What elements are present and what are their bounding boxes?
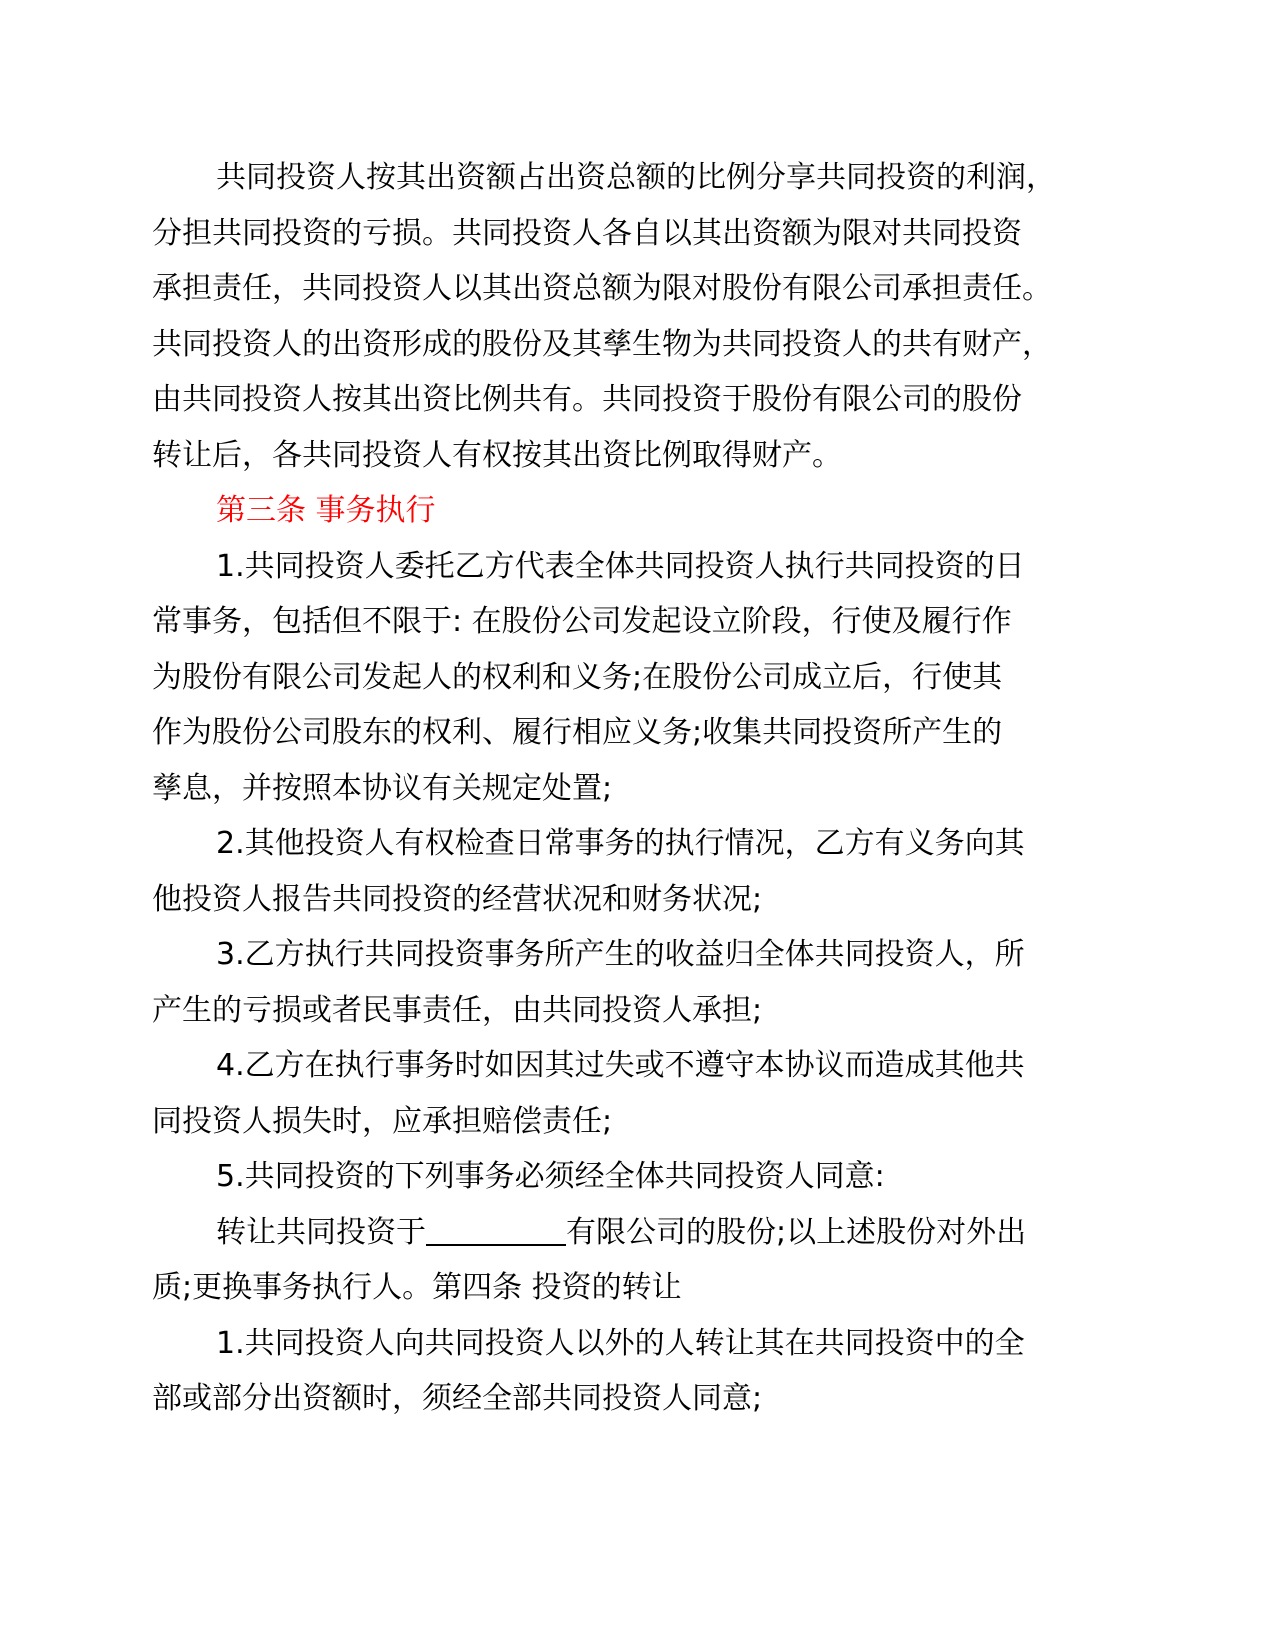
text-line: 分担共同投资的亏损。共同投资人各自以其出资额为限对共同投资	[152, 215, 1022, 251]
text-line: 3.乙方执行共同投资事务所产生的收益归全体共同投资人，所	[216, 937, 1025, 972]
text-line: 承担责任，共同投资人以其出资总额为限对股份有限公司承担责任。	[152, 271, 1052, 306]
text-line: 孳息，并按照本协议有关规定处置;	[152, 770, 613, 806]
text-line: 2.其他投资人有权检查日常事务的执行情况，乙方有义务向其	[216, 826, 1025, 861]
text-line: 4.乙方在执行事务时如因其过失或不遵守本协议而造成其他共	[216, 1048, 1025, 1083]
text-line: 1.共同投资人委托乙方代表全体共同投资人执行共同投资的日	[216, 548, 1025, 584]
text-segment: 转让共同投资于	[216, 1214, 426, 1250]
text-line: 共同投资人的出资形成的股份及其孳生物为共同投资人的共有财产，	[152, 326, 1052, 362]
text-line: 常事务，包括但不限于: 在股份公司发起设立阶段，行使及履行作	[152, 604, 1012, 639]
text-line: 他投资人报告共同投资的经营状况和财务状况;	[152, 881, 763, 917]
text-line: 质;更换事务执行人。第四条 投资的转让	[152, 1270, 682, 1305]
text-line: 产生的亏损或者民事责任，由共同投资人承担;	[152, 992, 763, 1028]
fill-in-blank	[426, 1214, 566, 1246]
text-line: 转让后，各共同投资人有权按其出资比例取得财产。	[152, 437, 842, 473]
text-line: 作为股份公司股东的权利、履行相应义务;收集共同投资所产生的	[152, 715, 1003, 750]
text-segment: 有限公司的股份;以上述股份对外出	[566, 1214, 1027, 1250]
text-line: 共同投资人按其出资额占出资总额的比例分享共同投资的利润，	[216, 160, 1056, 195]
text-line: 由共同投资人按其出资比例共有。共同投资于股份有限公司的股份	[152, 382, 1022, 417]
text-line: 为股份有限公司发起人的权利和义务;在股份公司成立后，行使其	[152, 659, 1003, 695]
text-line: 5.共同投资的下列事务必须经全体共同投资人同意:	[216, 1159, 885, 1194]
text-line: 同投资人损失时，应承担赔偿责任;	[152, 1103, 613, 1139]
text-line-with-blank	[152, 1205, 1112, 1261]
document-page	[152, 150, 1112, 1427]
text-line: 部或部分出资额时，须经全部共同投资人同意;	[152, 1381, 763, 1416]
section-heading: 第三条 事务执行	[216, 493, 436, 528]
text-line: 1.共同投资人向共同投资人以外的人转让其在共同投资中的全	[216, 1325, 1025, 1361]
